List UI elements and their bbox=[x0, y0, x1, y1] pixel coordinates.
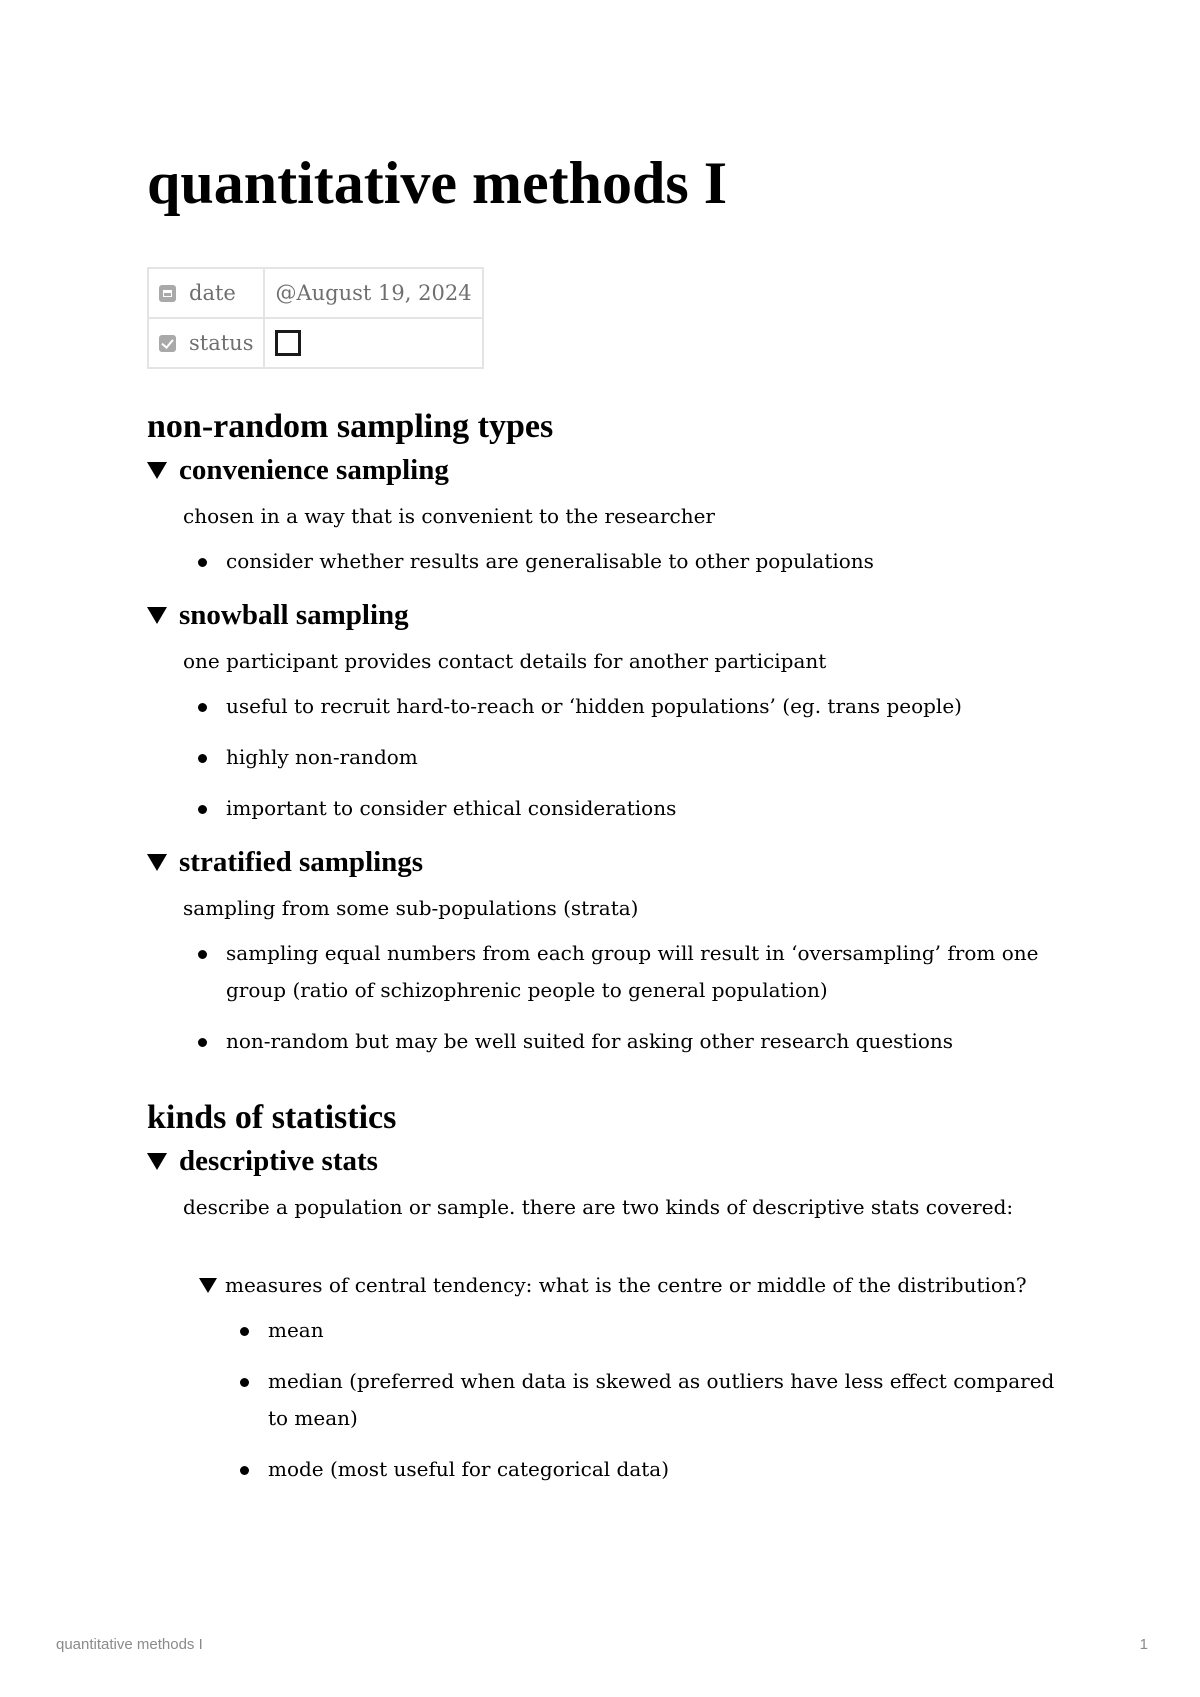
list-item: mean bbox=[225, 1312, 1057, 1349]
property-key-date bbox=[148, 268, 264, 318]
paragraph: describe a population or sample. there are two kinds of descriptive stats covered: bbox=[183, 1195, 1014, 1219]
status-checkbox[interactable] bbox=[275, 330, 301, 356]
bullet-list bbox=[183, 543, 1057, 580]
list-item: sampling equal numbers from each group will result in ‘oversampling’ from one group (ratio of schizophrenic people to general population) bbox=[183, 935, 1057, 1009]
subtoggle-body bbox=[199, 1312, 1057, 1488]
toggle-body bbox=[147, 1188, 1057, 1488]
list-item: consider whether results are generalisable to other populations bbox=[183, 543, 1057, 580]
subtoggle-title: measures of central tendency: what is the centre or middle of the distribution? bbox=[225, 1273, 1027, 1297]
toggle-triangle-icon[interactable] bbox=[147, 607, 167, 624]
paragraph: one participant provides contact details for another participant bbox=[183, 649, 827, 673]
property-row-date bbox=[148, 268, 483, 318]
page-title: quantitative methods I bbox=[147, 150, 728, 216]
toggle-triangle-icon[interactable] bbox=[199, 1278, 217, 1293]
property-label: status bbox=[189, 331, 254, 355]
section-heading: kinds of statistics bbox=[147, 1099, 397, 1136]
bullet-list bbox=[183, 688, 1057, 827]
property-row-status bbox=[148, 318, 483, 368]
property-key-status bbox=[148, 318, 264, 368]
toggle-block bbox=[147, 449, 1057, 580]
toggle-triangle-icon[interactable] bbox=[147, 462, 167, 479]
toggle-header[interactable] bbox=[147, 594, 1057, 636]
list-item: median (preferred when data is skewed as outliers have less effect compared to mean) bbox=[225, 1363, 1057, 1437]
document-content bbox=[147, 405, 1057, 1502]
bullet-list bbox=[225, 1312, 1057, 1488]
toggle-title: stratified samplings bbox=[179, 846, 424, 878]
property-value-status bbox=[264, 318, 482, 368]
toggle-block bbox=[147, 1140, 1057, 1488]
list-item: mode (most useful for categorical data) bbox=[225, 1451, 1057, 1488]
toggle-title: convenience sampling bbox=[179, 454, 449, 486]
paragraph: sampling from some sub-populations (strata) bbox=[183, 896, 639, 920]
subtoggle-header[interactable] bbox=[199, 1266, 1057, 1304]
list-item: important to consider ethical considerations bbox=[183, 790, 1057, 827]
toggle-block bbox=[147, 841, 1057, 1060]
section-heading: non-random sampling types bbox=[147, 408, 554, 445]
toggle-title: snowball sampling bbox=[179, 599, 409, 631]
list-item: useful to recruit hard-to-reach or ‘hidden populations’ (eg. trans people) bbox=[183, 688, 1057, 725]
calendar-icon bbox=[159, 285, 176, 302]
toggle-triangle-icon[interactable] bbox=[147, 1153, 167, 1170]
toggle-header[interactable] bbox=[147, 1140, 1057, 1182]
checkbox-icon bbox=[159, 335, 176, 352]
toggle-header[interactable] bbox=[147, 449, 1057, 491]
list-item: highly non-random bbox=[183, 739, 1057, 776]
toggle-triangle-icon[interactable] bbox=[147, 854, 167, 871]
list-item: non-random but may be well suited for asking other research questions bbox=[183, 1023, 1057, 1060]
toggle-block bbox=[147, 594, 1057, 827]
paragraph: chosen in a way that is convenient to the researcher bbox=[183, 504, 715, 528]
properties-table bbox=[147, 267, 484, 369]
property-label: date bbox=[189, 281, 236, 305]
toggle-body bbox=[147, 642, 1057, 827]
property-value-date[interactable]: @August 19, 2024 bbox=[264, 268, 482, 318]
bullet-list bbox=[183, 935, 1057, 1060]
toggle-title: descriptive stats bbox=[179, 1145, 378, 1177]
toggle-body bbox=[147, 889, 1057, 1060]
subtoggle-block bbox=[183, 1266, 1057, 1488]
toggle-body bbox=[147, 497, 1057, 580]
toggle-header[interactable] bbox=[147, 841, 1057, 883]
footer-doc-name: quantitative methods I bbox=[56, 1636, 203, 1653]
footer-page-number: 1 bbox=[1139, 1636, 1148, 1653]
